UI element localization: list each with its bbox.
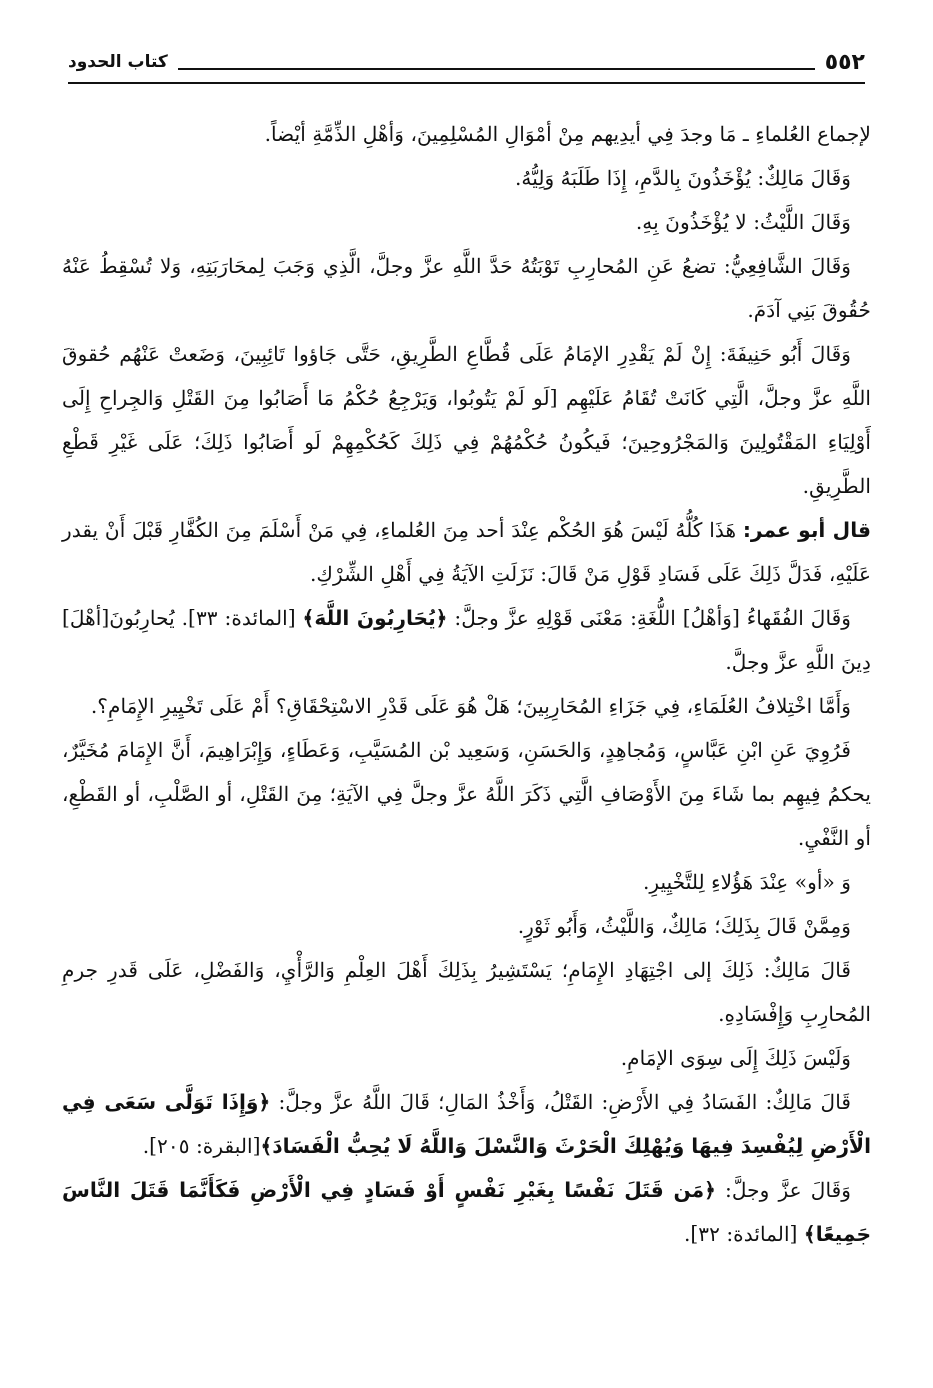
paragraph [62,112,871,156]
speaker-label: قال أبو عمر: [742,518,871,542]
paragraph-text: وَقَالَ اللَّيْثُ: لا يُؤْخَذُونَ بِهِ. [635,210,851,234]
paragraph [62,200,871,244]
paragraph-text: هَذَا كُلُّهُ لَيْسَ هُوَ الحُكْم عِنْدَ أحد مِنَ العُلماءِ، فِي مَنْ أَسْلَمَ مِنَ الكُفَّارِ قَبْلَ أَنْ يقدر عَلَيْهِ، فَدَلَّ ذَلِكَ عَلَى فَسَادِ قَوْلِ مَنْ قَالَ: نَزَلَتِ الآيَةُ فِي أَهْلِ الشِّرْكِ. [62,518,871,586]
page-body [62,112,871,1256]
paragraph [62,596,871,684]
paragraph [62,244,871,332]
paragraph-text: وَقَالَ الفُقَهاءُ [وَأهْلُ] اللُّغَةِ: مَعْنَى قَوْلِهِ عزَّ وجلَّ: [447,606,852,630]
paragraph [62,332,871,508]
paragraph-text: وَقَالَ مَالِكٌ: يُؤْخَذُونَ بِالدَّمِ، إِذَا طَلَبَهُ وَلِيُّهُ. [515,166,851,190]
page-header [68,42,865,84]
paragraph-text: وَقَالَ أَبُو حَنِيفَةَ: إِنْ لَمْ يَقْدِرِ الإمَامُ عَلَى قُطَّاعِ الطَّرِيقِ، حَتَّى جَاؤوا تَائِبِينَ، وَضَعتْ عَنْهُم حُقوقَ اللَّهِ عزَّ وجلَّ، الَّتِي كَانَتْ تُقَامُ عَلَيْهِم [لَو لَمْ يَتُوبُوا، وَيَرْجِعُ حُكْمُ مَا أَصَابُوا مِنَ القَتْلِ وَالجِراحِ إِلَى أَوْلِيَاءِ المَقْتُولِينَ وَالمَجْرُوحِينَ؛ فَيكُونُ حُكْمُهُمْ فِي ذَلِكَ كَحُكْمِهِمْ لَو أَصَابُوا ذَلِكَ؛ عَلَى غَيْرِ قَطْعِ الطَّرِيقِ. [62,342,871,498]
paragraph-text: وَلَيْسَ ذَلِكَ إِلَى سِوَى الإمَامِ. [620,1046,851,1070]
page-number: ٥٥٢ [824,49,865,75]
paragraph [62,860,871,904]
paragraph-text: وَأَمَّا اخْتِلافُ العُلَمَاءِ، فِي جَزَاءِ المُحَارِبِينَ؛ هَلْ هُوَ عَلَى قَدْرِ الاسْتِحْقَاقِ؟ أَمْ عَلَى تَخْيِيرِ الإِمَامِ؟. [90,694,851,718]
paragraph [62,904,871,948]
paragraph [62,508,871,596]
paragraph-text: وَ «أو» عِنْدَ هَؤُلاءِ لِلتَّخْيِيرِ. [643,870,851,894]
paragraph [62,1168,871,1256]
quran-quote: ﴿مَن قَتَلَ نَفْسًا بِغَيْرِ نَفْسٍ أَوْ فَسَادٍ فِي الْأَرْضِ فَكَأَنَّمَا قَتَلَ النَّاسَ جَمِيعًا﴾ [62,1178,871,1246]
paragraph [62,1036,871,1080]
paragraph [62,156,871,200]
paragraph [62,1080,871,1168]
running-title: كتاب الحدود [68,52,168,72]
paragraph-tail: [المائدة: ٣٢]. [683,1222,804,1246]
paragraph-text: وَقَالَ الشَّافِعِيُّ: تضعُ عَنِ المُحارِبِ تَوْبَتُهُ حَدَّ اللَّهِ عزَّ وجلَّ، الَّذِي وَجَبَ لِمحَارَبَتِهِ، وَلا تُسْقِطُ عَنْهُ حُقُوقَ بَنِي آدَمَ. [62,254,871,322]
quran-quote: ﴿وَإِذَا تَوَلَّى سَعَى فِي الْأَرْضِ لِيُفْسِدَ فِيهَا وَيُهْلِكَ الْحَرْثَ وَالنَّسْلَ وَاللَّهُ لَا يُحِبُّ الْفَسَادَ﴾ [62,1090,871,1158]
paragraph-text: وَقَالَ عزَّ وجلَّ: [715,1178,851,1202]
paragraph [62,728,871,860]
header-rule [178,68,815,70]
quran-quote: ﴿يُحَارِبُونَ اللَّهَ﴾ [302,606,448,630]
paragraph-text: قَالَ مَالِكٌ: الفَسَادُ فِي الأَرْضِ: القَتْلُ، وَأَخْذُ المَالِ؛ قَالَ اللَّهُ عزَّ وجلَّ: [270,1090,851,1114]
paragraph-text: وَمِمَّنْ قَالَ بِذَلِكَ؛ مَالِكٌ، وَاللَّيْثُ، وَأَبُو ثَوْرٍ. [517,914,851,938]
paragraph-text: لإجماع العُلماءِ ـ مَا وجدَ فِي أيدِيهم مِنْ أمْوَالِ المُسْلِمِينَ، وَأهْلِ الذِّمَّةِ أيْضاً. [264,122,871,146]
paragraph-text: قَالَ مَالِكٌ: ذَلِكَ إلى اجْتِهَادِ الإِمَامِ؛ يَسْتَشِيرُ بِذَلِكَ أَهْلَ العِلْمِ وَالرَّأْيِ، وَالفَضْلِ، عَلَى قَدرِ جرمِ المُحارِبِ وَإِفْسَادِهِ. [62,958,871,1026]
paragraph-tail: [البقرة: ٢٠٥]. [142,1134,261,1158]
paragraph-text: فَرُوِيَ عَنِ ابْنِ عَبَّاسٍ، وَمُجاهِدٍ، وَالحَسَنِ، وَسَعِيد بْن المُسَيَّبِ، وَعَطَاءٍ، وَإِبْرَاهِيمَ، أَنَّ الإِمَامَ مُخَيَّرٌ، يحكمُ فِيهِم بما شَاءَ مِنَ الأَوْصَافِ الَّتِي ذَكَرَ اللَّهُ عزَّ وجلَّ فِي الآيَةِ؛ مِنَ القَتْلِ، أو الصَّلْبِ، أو القَطْعِ، أو النَّفْيِ. [62,738,871,850]
paragraph [62,948,871,1036]
paragraph [62,684,871,728]
paragraph-tail: [المائدة: ٣٣]. يُحارِبُونَ[أهْلَ] دِينَ اللَّهِ عزَّ وجلَّ. [62,606,871,674]
